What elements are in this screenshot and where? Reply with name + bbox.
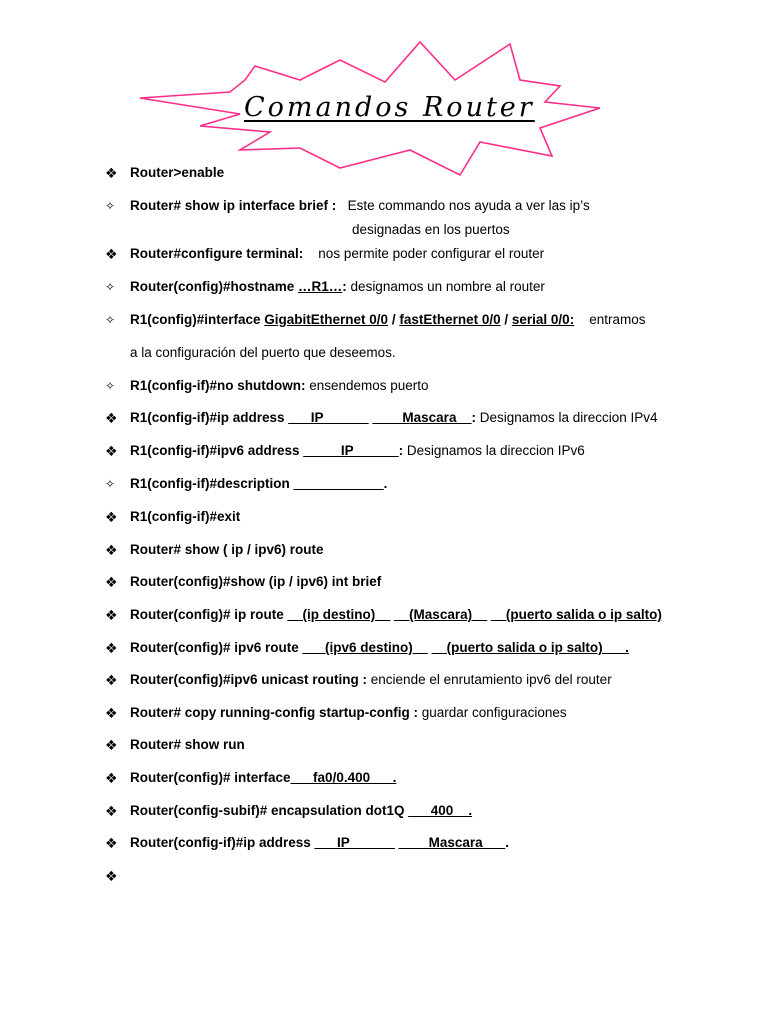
description-text: guardar configuraciones [421,705,567,720]
list-item [130,165,224,181]
bullet-icon: ❖ [105,574,118,590]
ip-placeholder: ___IP______ [314,835,395,850]
command-text: R1(config-if)#no shutdown: [130,378,306,393]
description-text: nos permite poder configurar el router [318,246,545,261]
bullet-icon: ❖ [105,410,118,426]
bullet-icon: ❖ [105,165,118,181]
bullet-icon: ❖ [105,705,118,721]
bullet-icon: ❖ [105,803,118,819]
command-text: Router(config)#hostname [130,279,299,294]
command-text: R1(config-if)#exit [130,509,241,524]
description-text: entramos [589,312,646,327]
description-text: ensendemos puerto [309,378,429,393]
mask-placeholder: ____Mascara___ [398,835,506,850]
description-text: Designamos la direccion IPv4 [479,410,658,425]
list-item [130,509,240,525]
list-item [130,672,612,688]
bullet-icon: ❖ [105,737,118,753]
list-item [130,574,381,590]
ip-placeholder: _____IP______ [303,443,399,458]
description-placeholder: ____________ [293,476,384,491]
command-colon: : [342,279,347,294]
command-text: Router>enable [130,165,225,180]
list-item [130,770,396,786]
bullet-icon: ❖ [105,542,118,558]
bullet-icon: ❖ [105,443,118,459]
command-text: Router# show ip interface brief : [130,198,337,213]
list-item [130,803,472,819]
command-text: Router(config-if)#ip address [130,835,315,850]
separator: / [388,312,400,327]
list-item [130,246,544,262]
list-item [130,378,429,394]
vlan-placeholder: ___400__. [408,803,473,818]
command-text: Router# show ( ip / ipv6) route [130,542,324,557]
list-item [130,542,324,558]
bullet-icon: ❖ [105,770,118,786]
bullet-icon: ❖ [105,607,118,623]
bullet-icon: ✧ [105,199,116,213]
bullet-icon: ❖ [105,868,118,884]
list-item [130,835,509,851]
description-text: Este commando nos ayuda a ver las ip’s [347,198,590,213]
page-title: Comandos Router [244,92,535,123]
bullet-icon: ✧ [105,280,116,294]
description-text: Designamos la direccion IPv6 [406,443,585,458]
next-hop-placeholder: __(puerto salida o ip salto) [490,607,662,622]
description-continuation: a la configuración del puerto que deseemos. [130,345,396,360]
list-item [130,705,567,721]
bullet-icon: ❖ [105,835,118,851]
list-item [130,443,585,459]
bullet-icon: ❖ [105,509,118,525]
command-text: Router#configure terminal: [130,246,304,261]
list-item [130,198,590,214]
interface-option-gigabit: GigabitEthernet 0/0 [264,312,389,327]
bullet-icon: ✧ [105,477,116,491]
command-text: Router(config)# ip route [130,607,288,622]
command-colon: : [398,443,404,458]
command-text: Router(config-subif)# encapsulation dot1Q [130,803,409,818]
mask-placeholder: __(Mascara)__ [394,607,488,622]
ip-placeholder: ___IP______ [288,410,369,425]
bullet-icon: ✧ [105,379,116,393]
command-period: . [383,476,388,491]
bullet-icon: ❖ [105,640,118,656]
bullet-icon: ✧ [105,313,116,327]
bullet-icon: ❖ [105,246,118,262]
list-item [130,476,387,492]
mask-placeholder: ____Mascara__ [372,410,472,425]
list-item [130,279,545,295]
command-text: Router# show run [130,737,245,752]
bullet-icon: ❖ [105,672,118,688]
command-colon: : [471,410,476,425]
command-text: Router(config)# ipv6 route [130,640,303,655]
command-text: R1(config-if)#ipv6 address [130,443,304,458]
command-text: Router# copy running-config startup-config : [130,705,418,720]
command-text: Router(config)# interface [130,770,291,785]
next-hop-placeholder: __(puerto salida o ip salto)___. [431,640,629,655]
separator: / [500,312,512,327]
description-text: designamos un nombre al router [350,279,545,294]
command-text: R1(config-if)#ip address [130,410,289,425]
list-item [130,410,658,426]
subinterface-placeholder: ___fa0/0.400___. [290,770,397,785]
interface-option-fastethernet: fastEthernet 0/0 [399,312,501,327]
list-item [130,737,245,753]
description-text: enciende el enrutamiento ipv6 del router [370,672,612,687]
destination-placeholder: ___(ipv6 destino)__ [302,640,428,655]
command-text: Router(config)#show (ip / ipv6) int brief [130,574,382,589]
interface-option-serial: serial 0/0: [511,312,575,327]
description-continuation: designadas en los puertos [352,222,510,237]
command-text: R1(config-if)#description [130,476,294,491]
list-item [130,607,662,623]
command-period: . [505,835,509,850]
command-text: R1(config)#interface [130,312,265,327]
command-text: Router(config)#ipv6 unicast routing : [130,672,368,687]
list-item [130,312,645,328]
destination-placeholder: __(ip destino)__ [287,607,391,622]
hostname-placeholder: …R1… [298,279,343,294]
list-item [130,640,629,656]
